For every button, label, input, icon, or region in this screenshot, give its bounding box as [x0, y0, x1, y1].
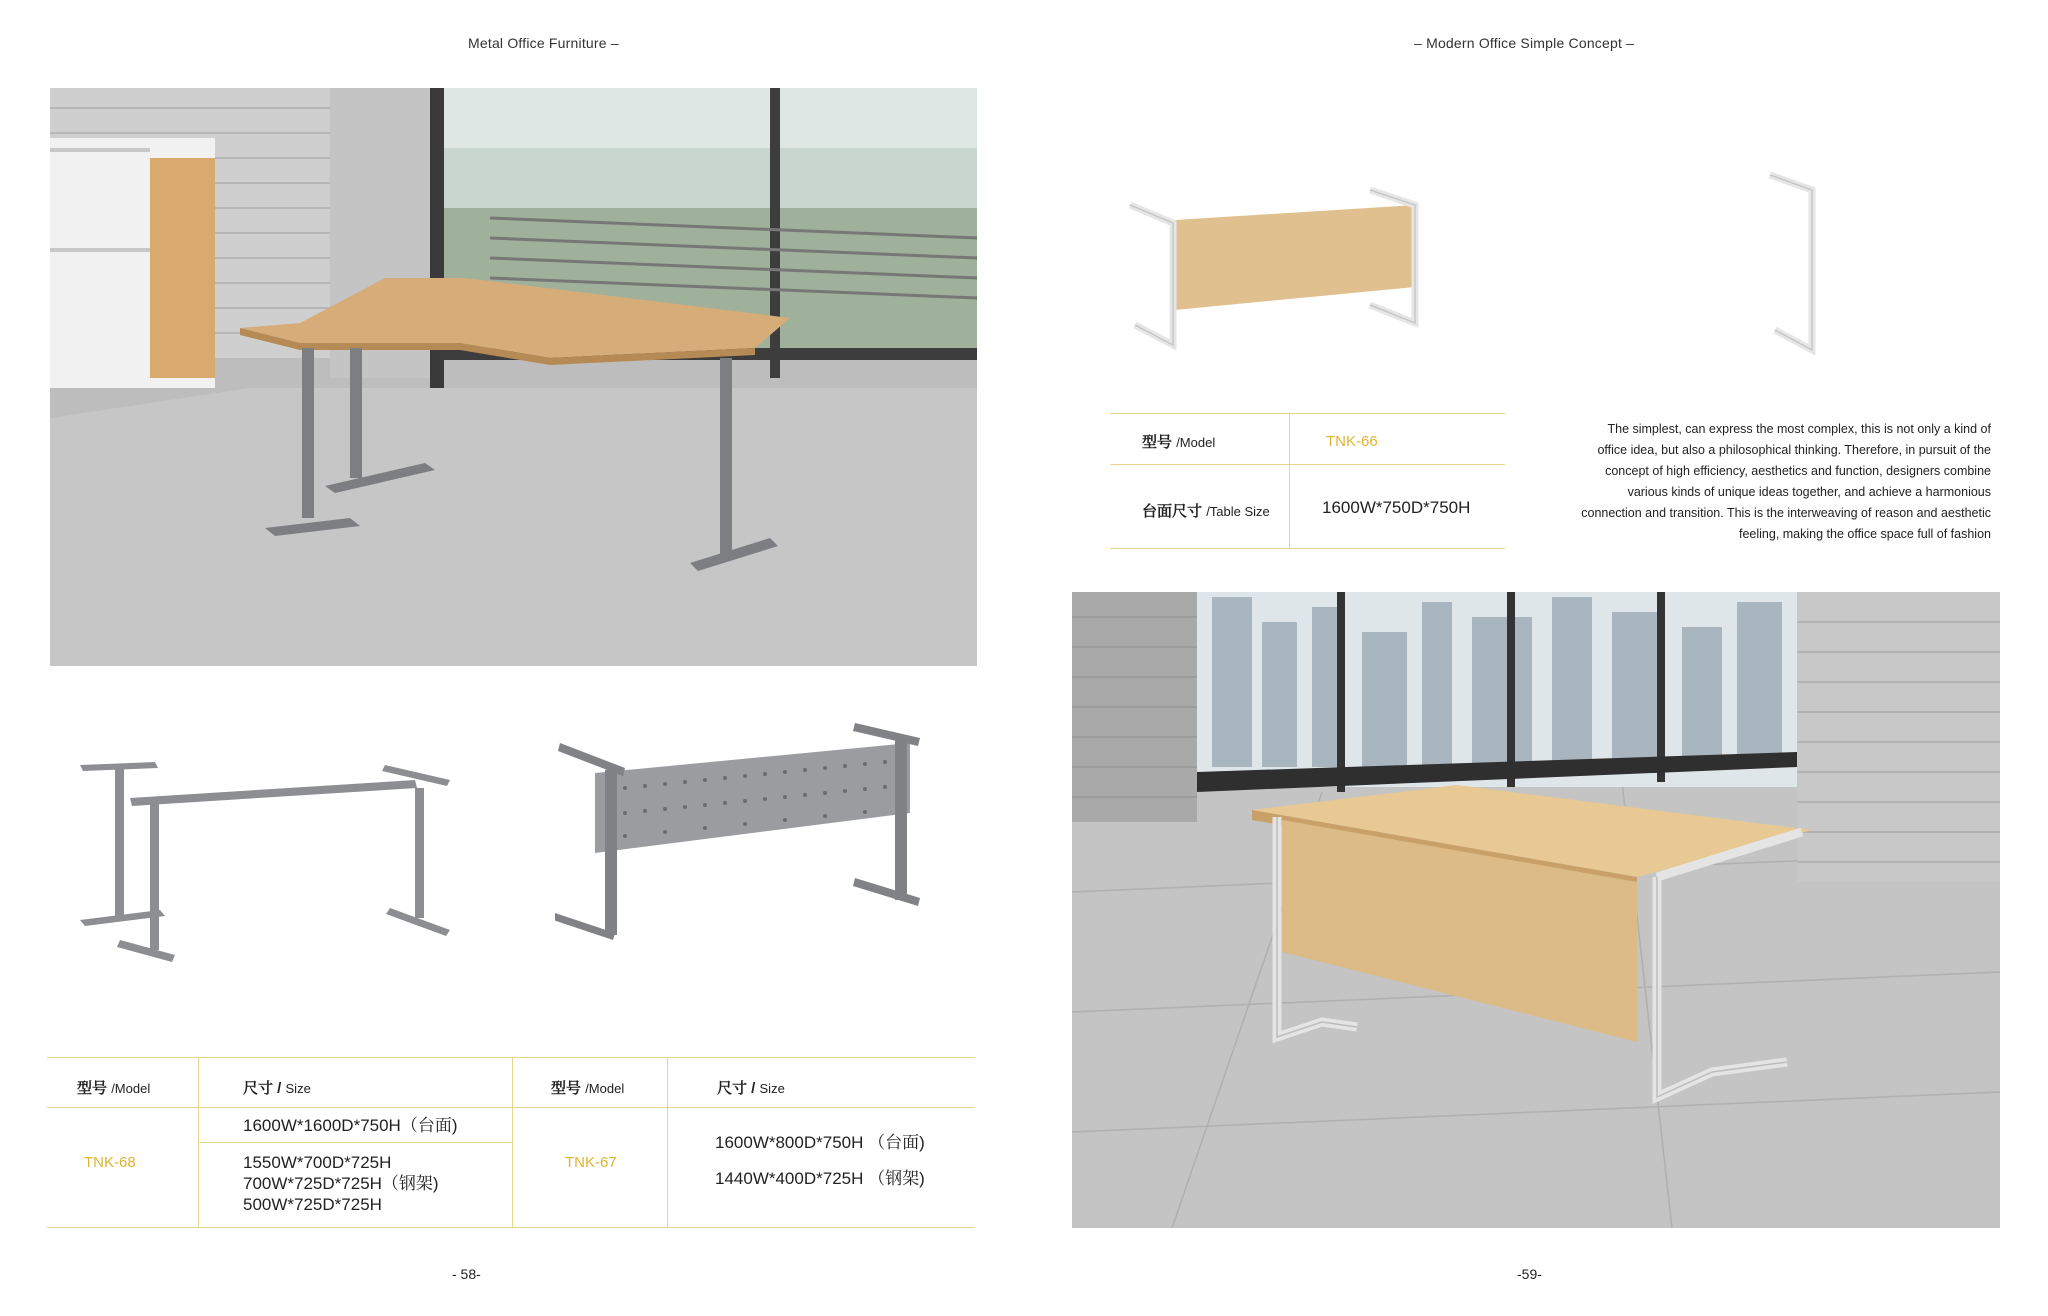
- concept-description: The simplest, can express the most complex, this is not only a kind of office idea, but also a philosophical thinking. Therefore, in pursuit of the concept of high efficiency, aesthetics and function, designers combine various kinds of unique ideas together, and achieve a harmonious connection and transition. This is the interweaving of reason and aesthetic feeling, making the office space full of fashion: [1581, 422, 1991, 541]
- right-page-header: – Modern Office Simple Concept –: [1414, 35, 1635, 51]
- right-page-number: -59-: [1517, 1266, 1542, 1282]
- spec-size-label: 台面尺寸 /Table Size: [1142, 503, 1270, 520]
- left-page-number: - 58-: [452, 1266, 481, 1282]
- left-page-header: Metal Office Furniture –: [468, 35, 619, 51]
- spec-mid-rule: [1110, 464, 1505, 465]
- spec-bottom-rule: [1110, 548, 1505, 549]
- table-bottom-rule: [47, 1227, 975, 1228]
- size-value: 1440W*400D*725H （钢架): [715, 1169, 925, 1188]
- model-value-tnk-68: TNK-68: [84, 1154, 136, 1171]
- size-value: 1550W*700D*725H: [243, 1153, 392, 1172]
- table-header-size: 尺寸 / Size: [243, 1080, 311, 1097]
- spec-size-value: 1600W*750D*750H: [1322, 498, 1471, 517]
- spec-model-label: 型号 /Model: [1142, 434, 1216, 451]
- table-divider: [667, 1057, 668, 1227]
- tnk-66-room-photo: [1072, 592, 2000, 1228]
- spec-top-rule: [1110, 413, 1505, 414]
- spec-model-value: TNK-66: [1326, 433, 1378, 450]
- tnk-66-desk-image: [1125, 185, 1425, 355]
- tnk-68-frame-image: [70, 750, 460, 970]
- size-value: 1600W*1600D*750H（台面): [243, 1116, 458, 1135]
- size-value: 1600W*800D*750H （台面): [715, 1133, 925, 1152]
- table-top-rule: [47, 1057, 975, 1058]
- spec-divider: [1289, 413, 1290, 548]
- table-header-rule: [47, 1107, 975, 1108]
- table-divider: [198, 1057, 199, 1227]
- table-header-model: 型号 /Model: [77, 1080, 151, 1097]
- tnk-67-frame-image: [555, 718, 935, 948]
- table-header-model: 型号 /Model: [551, 1080, 625, 1097]
- size-value: 700W*725D*725H（钢架): [243, 1174, 439, 1193]
- l-desk-room-photo: [50, 88, 977, 666]
- size-value: 500W*725D*725H: [243, 1195, 382, 1214]
- table-divider: [512, 1057, 513, 1227]
- table-inner-rule: [198, 1142, 512, 1143]
- table-header-size: 尺寸 / Size: [717, 1080, 785, 1097]
- model-value-tnk-67: TNK-67: [565, 1154, 617, 1171]
- side-frame-image: [1760, 170, 1830, 355]
